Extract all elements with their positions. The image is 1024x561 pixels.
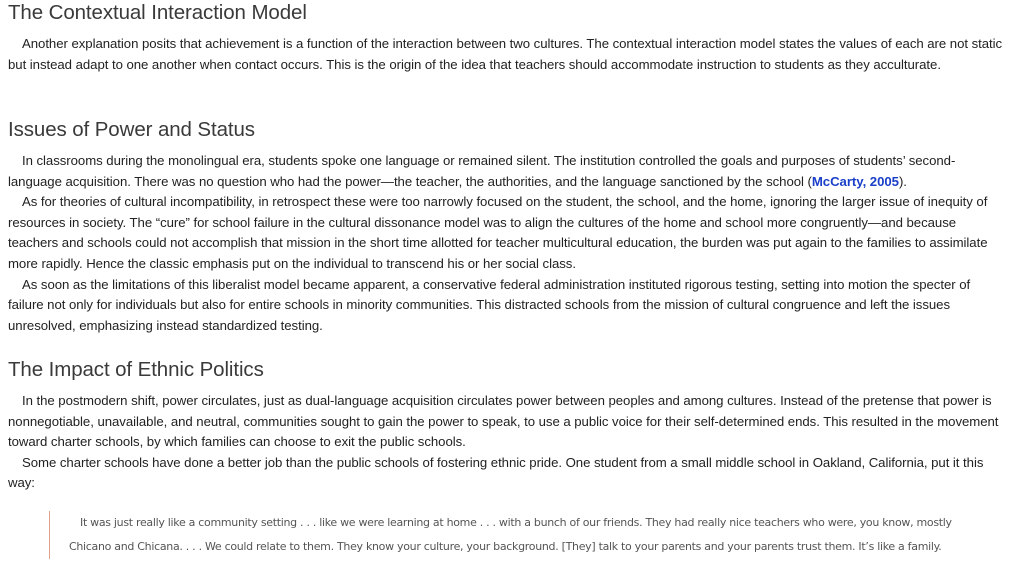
paragraph: In the postmodern shift, power circulates, just as dual-language acquisition circulates power between peoples and among cultures. Instead of the pretense that power is nonnegotiable, unavailable, and neutral, communities sought to gain the power to speak, to use a public voice for their self-determined ends. This resulted in the movement toward charter schools, by which families can choose to exit the public schools. bbox=[8, 393, 999, 450]
section-heading-ethnic-politics: The Impact of Ethnic Politics bbox=[8, 358, 264, 381]
citation-link[interactable]: McCarty, 2005 bbox=[811, 173, 899, 189]
section-body-ethnic-politics bbox=[8, 391, 1006, 494]
paragraph-text-end: ). bbox=[898, 173, 907, 189]
paragraph: As for theories of cultural incompatibility, in retrospect these were too narrowly focused on the student, the school, and the home, ignoring the larger issue of inequity of resources in society. The “cure” for school failure in the cultural dissonance model was to align the cultures of the home and school more congruently—and because teachers and schools could not accomplish that mission in the short time allotted for teacher multicultural education, the burden was put again to the families to assimilate more rapidly. Hence the classic emphasis put on the individual to transcend his or her social class. bbox=[8, 194, 988, 271]
block-quote bbox=[49, 511, 969, 559]
paragraph: As soon as the limitations of this liberalist model became apparent, a conservative federal administration instituted rigorous testing, setting into motion the specter of failure not only for individuals but also for entire schools in minority communities. This distracted schools from the mission of cultural congruence and left the issues unresolved, emphasizing instead standardized testing. bbox=[8, 276, 971, 333]
section-body-contextual-interaction bbox=[8, 34, 1006, 75]
quote-line: Chicano and Chicana. . . . We could relate to them. They know your culture, your background. [They] talk to your parents and your parents trust them. It’s like a family. bbox=[69, 540, 942, 553]
paragraph bbox=[8, 151, 1006, 192]
paragraph-text: In classrooms during the monolingual era, students spoke one language or remained silent. The institution controlled the goals and purposes of students’ second-language acquisition. There was no question who had the power—the teacher, the authorities, and the language sanctioned by the school ( bbox=[8, 153, 956, 189]
quote-line: It was just really like a community setting . . . like we were learning at home . . . with a bunch of our friends. They had really nice teachers who were, you know, mostly bbox=[80, 516, 952, 529]
section-heading-power-status: Issues of Power and Status bbox=[8, 118, 255, 141]
section-heading-contextual-interaction: The Contextual Interaction Model bbox=[8, 1, 307, 24]
paragraph: Another explanation posits that achievement is a function of the interaction between two cultures. The contextual interaction model states the values of each are not static but instead adapt to one another when contact occurs. This is the origin of the idea that teachers should accommodate instruction to students as they acculturate. bbox=[8, 36, 1003, 72]
section-body-power-status bbox=[8, 151, 1006, 336]
paragraph: Some charter schools have done a better job than the public schools of fostering ethnic pride. One student from a small middle school in Oakland, California, put it this way: bbox=[8, 454, 984, 491]
